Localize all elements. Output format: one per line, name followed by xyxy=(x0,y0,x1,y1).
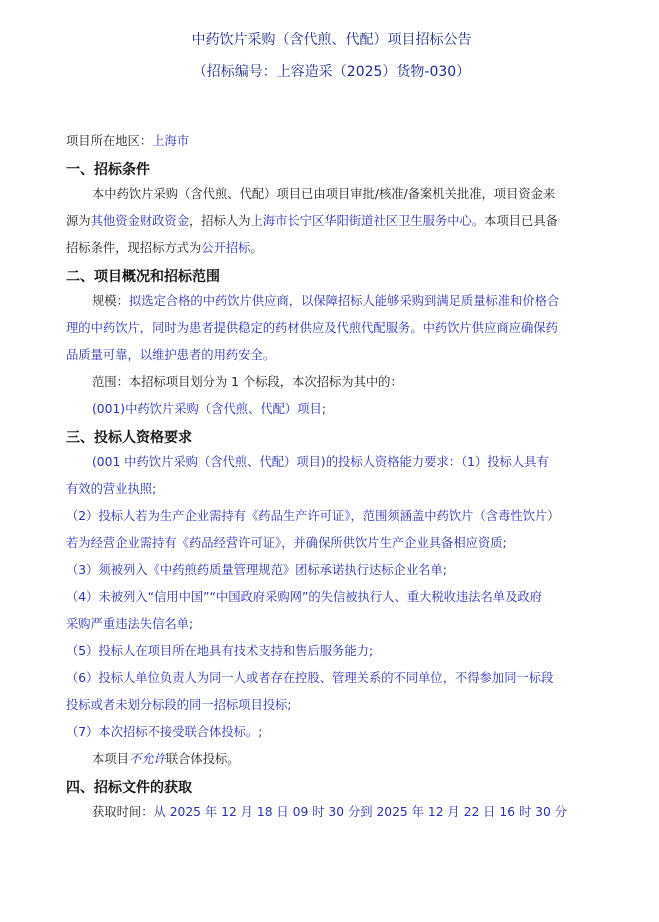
text-span: 招标条件，现招标方式为 xyxy=(66,241,202,255)
tender-number xyxy=(66,62,597,82)
tender-number-prefix: （招标编号： xyxy=(192,64,277,80)
paragraph-line xyxy=(66,208,597,235)
section-heading-bidder-qualifications: 三、投标人资格要求 xyxy=(66,430,192,446)
qualification-line: （2）投标人若为生产企业需持有《药品生产许可证》，范围须涵盖中药饮片（含毒性饮片） xyxy=(66,509,560,523)
joint-bid-line xyxy=(66,746,597,773)
location-value: 上海市 xyxy=(152,134,189,148)
paragraph-line xyxy=(66,235,597,262)
lot-item: (001)中药饮片采购（含代煎、代配）项目; xyxy=(92,402,326,416)
qualification-line: 有效的营业执照; xyxy=(66,482,157,496)
fund-source: 其他资金财政资金 xyxy=(90,214,189,228)
project-location xyxy=(66,128,597,155)
scale-text: 拟选定合格的中药饮片供应商，以保障招标人能够采购到满足质量标准和价格合 xyxy=(128,294,560,308)
qualification-line: 投标或者未划分标段的同一招标项目投标; xyxy=(66,698,292,712)
paragraph-line: 品质量可靠，以维护患者的用药安全。 xyxy=(66,348,276,362)
paragraph-line: 理的中药饮片，同时为患者提供稳定的药材供应及代煎代配服务。中药饮片供应商应确保药 xyxy=(66,321,558,335)
text-span: 联合体投标。 xyxy=(165,752,240,766)
tender-number-suffix: ） xyxy=(456,64,471,80)
qualification-line: 若为经营企业需持有《药品经营许可证》，并确保所供饮片生产企业具备相应资质; xyxy=(66,536,507,550)
section-heading-document-acquisition: 四、招标文件的获取 xyxy=(66,780,192,796)
qualification-line: （3）须被列入《中药煎药质量管理规范》团标承诺执行达标企业名单; xyxy=(66,563,447,577)
qualification-line: (001 中药饮片采购（含代煎、代配）项目)的投标人资格能力要求：（1）投标人具有 xyxy=(92,455,549,469)
page-title: 中药饮片采购（含代煎、代配）项目招标公告 xyxy=(191,32,472,48)
qualification-line: （4）未被列入“信用中国”“中国政府采购网”的失信被执行人、重大税收违法名单及政府 xyxy=(66,590,542,604)
text-span: ，招标人为 xyxy=(189,214,251,228)
paragraph-line: 本中药饮片采购（含代煎、代配）项目已由项目审批/核准/备案机关批准，项目资金来 xyxy=(92,187,556,201)
qualification-line: （7）本次招标不接受联合体投标。; xyxy=(66,725,263,739)
joint-bid-status: 不允许 xyxy=(128,752,166,766)
text-span: 源为 xyxy=(66,214,91,228)
acquisition-time xyxy=(66,799,597,826)
qualification-line: （5）投标人在项目所在地具有技术支持和售后服务能力; xyxy=(66,644,374,658)
section-heading-tender-conditions: 一、招标条件 xyxy=(66,162,150,178)
text-span: 本项目 xyxy=(92,752,129,766)
text-span: 。 xyxy=(250,241,263,255)
scale-label: 规模： xyxy=(92,294,129,308)
acquisition-time-label: 获取时间： xyxy=(92,805,154,819)
section-heading-project-overview: 二、项目概况和招标范围 xyxy=(66,269,220,285)
tenderer-name: 上海市长宁区华阳街道社区卫生服务中心 xyxy=(250,214,472,228)
tender-method: 公开招标 xyxy=(201,241,251,255)
location-label: 项目所在地区： xyxy=(66,134,153,148)
qualification-line: （6）投标人单位负责人为同一人或者存在控股、管理关系的不同单位，不得参加同一标段 xyxy=(66,671,554,685)
acquisition-time-value: 从 2025 年 12 月 18 日 09 时 30 分到 2025 年 12 月 22 日 16 时 30 分 xyxy=(153,805,568,819)
text-span: 。本项目已具备 xyxy=(471,214,558,228)
tender-number-code: 上容造采（2025）货物-030 xyxy=(276,64,457,80)
scope-line: 范围：本招标项目划分为 1 个标段，本次招标为其中的： xyxy=(92,375,403,389)
paragraph-line xyxy=(66,288,597,315)
qualification-line: 采购严重违法失信名单; xyxy=(66,617,194,631)
